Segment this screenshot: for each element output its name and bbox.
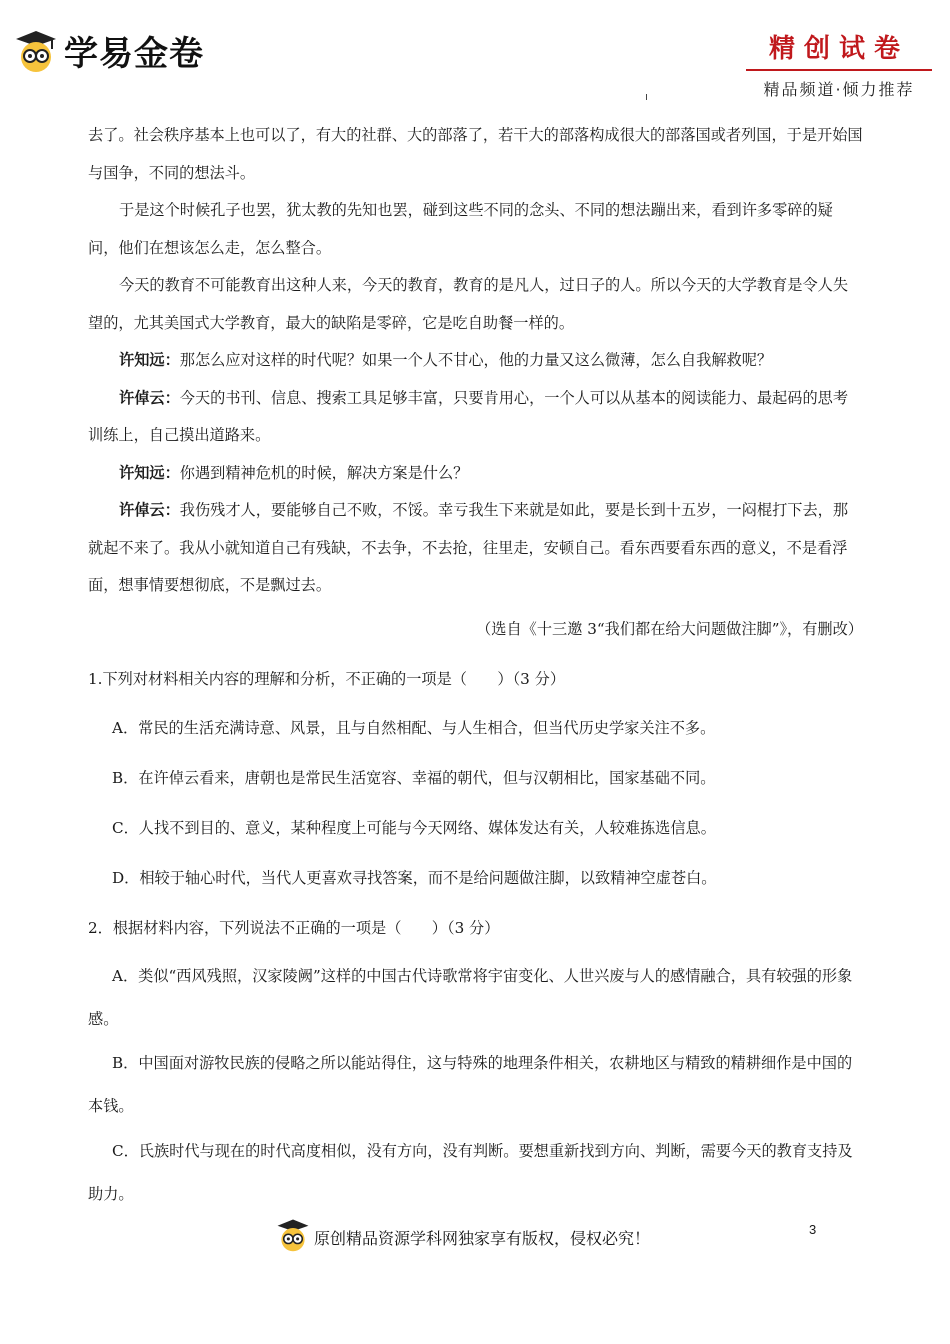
option-a: A．类似“西风残照，汉家陵阙”这样的中国古代诗歌常将宇宙变化、人世兴废与人的感情融合，具有较强的形象感。 [88,967,853,1028]
option-c: C．人找不到目的、意义，某种程度上可能与今天网络、媒体发达有关，人较难拣选信息。 [112,819,716,837]
source-citation: （选自《十三邀 3“我们都在给大问题做注脚”》，有删改） [476,620,863,638]
brand-block [746,28,932,100]
brand-title: 精创试卷 [746,28,932,71]
passage-paragraph [88,117,863,192]
paragraph-text: 你遇到精神危机的时候，解决方案是什么？ [179,463,469,482]
header-logo [14,26,204,75]
source-line [88,618,863,639]
option [88,717,863,738]
paragraph-text: 去了。社会秩序基本上也可以了，有大的社群、大的部落了，若干大的部落构成很大的部落国或者列国，于是开始国与国争，不同的想法斗。 [88,126,863,182]
speaker-name: 许知远： [119,463,180,482]
logo-text: 学易金卷 [64,34,204,74]
option [88,955,863,1041]
paragraph-text: 今天的教育不可能教育出这种人来，今天的教育，教育的是凡人，过日子的人。所以今天的大学教育是令人失望的，尤其美国式大学教育，最大的缺陷是零碎，它是吃自助餐一样的。 [88,276,848,332]
option-b: B．在许倬云看来，唐朝也是常民生活宽容、幸福的朝代，但与汉朝相比，国家基础不同。 [112,769,716,787]
copyright-notice: 原创精品资源学科网独家享有版权，侵权必究！ [314,1228,651,1248]
question-stem: 2．根据材料内容，下列说法不正确的一项是（ ）（3 分） [88,919,500,937]
question-1 [88,668,863,689]
passage-paragraph [88,492,863,605]
option [88,1130,863,1216]
option-d: D．相较于轴心时代，当代人更喜欢寻找答案，而不是给问题做注脚，以致精神空虚苍白。 [112,869,717,887]
passage-paragraph [88,267,863,342]
option [88,867,863,888]
passage-paragraph [88,455,863,493]
passage-paragraph [88,342,863,380]
question-2 [88,917,863,938]
passage-paragraph [88,192,863,267]
tick-mark [646,94,647,100]
passage [88,117,863,605]
speaker-name: 许倬云： [119,388,180,407]
owl-logo-icon [276,1218,310,1256]
paragraph-text: 于是这个时候孔子也罢，犹太教的先知也罢，碰到这些不同的念头、不同的想法蹦出来，看到许多零碎的疑问，他们在想该怎么走，怎么整合。 [88,201,833,257]
option-c: C．氏族时代与现在的时代高度相似，没有方向，没有判断。要想重新找到方向、判断，需要今天的教育支持及助力。 [88,1142,853,1203]
speaker-name: 许知远： [119,351,180,369]
footer [276,1218,650,1256]
passage-paragraph [88,380,863,455]
speaker-name: 许倬云： [119,501,180,519]
option-a: A．常民的生活充满诗意、风景，且与自然相配、与人生相合，但当代历史学家关注不多。 [112,719,716,737]
question-stem: 1.下列对材料相关内容的理解和分析，不正确的一项是（ ）（3 分） [88,670,566,688]
option [88,817,863,838]
page-number: 3 [809,1222,817,1237]
paragraph-text: 那怎么应对这样的时代呢？如果一个人不甘心，他的力量又这么微薄，怎么自我解救呢？ [179,351,773,369]
owl-logo-icon [14,29,58,73]
option-b: B．中国面对游牧民族的侵略之所以能站得住，这与特殊的地理条件相关，农耕地区与精致的精耕细作是中国的本钱。 [88,1054,853,1115]
paragraph-text: 今天的书刊、信息、搜索工具足够丰富，只要肯用心，一个人可以从基本的阅读能力、最起码的思考训练上，自己摸出道路来。 [88,388,848,444]
paragraph-text: 我伤残才人，要能够自己不败，不馁。幸亏我生下来就是如此，要是长到十五岁，一闷棍打下去，那就起不来了。我从小就知道自己有残缺，不去争，不去抢，往里走，安顿自己。看东西要看东西的意义，不是看浮面，想事情要想彻底，不是飘过去。 [88,501,848,594]
brand-subtitle: 精品频道·倾力推荐 [763,80,915,99]
option [88,1042,863,1128]
option [88,767,863,788]
